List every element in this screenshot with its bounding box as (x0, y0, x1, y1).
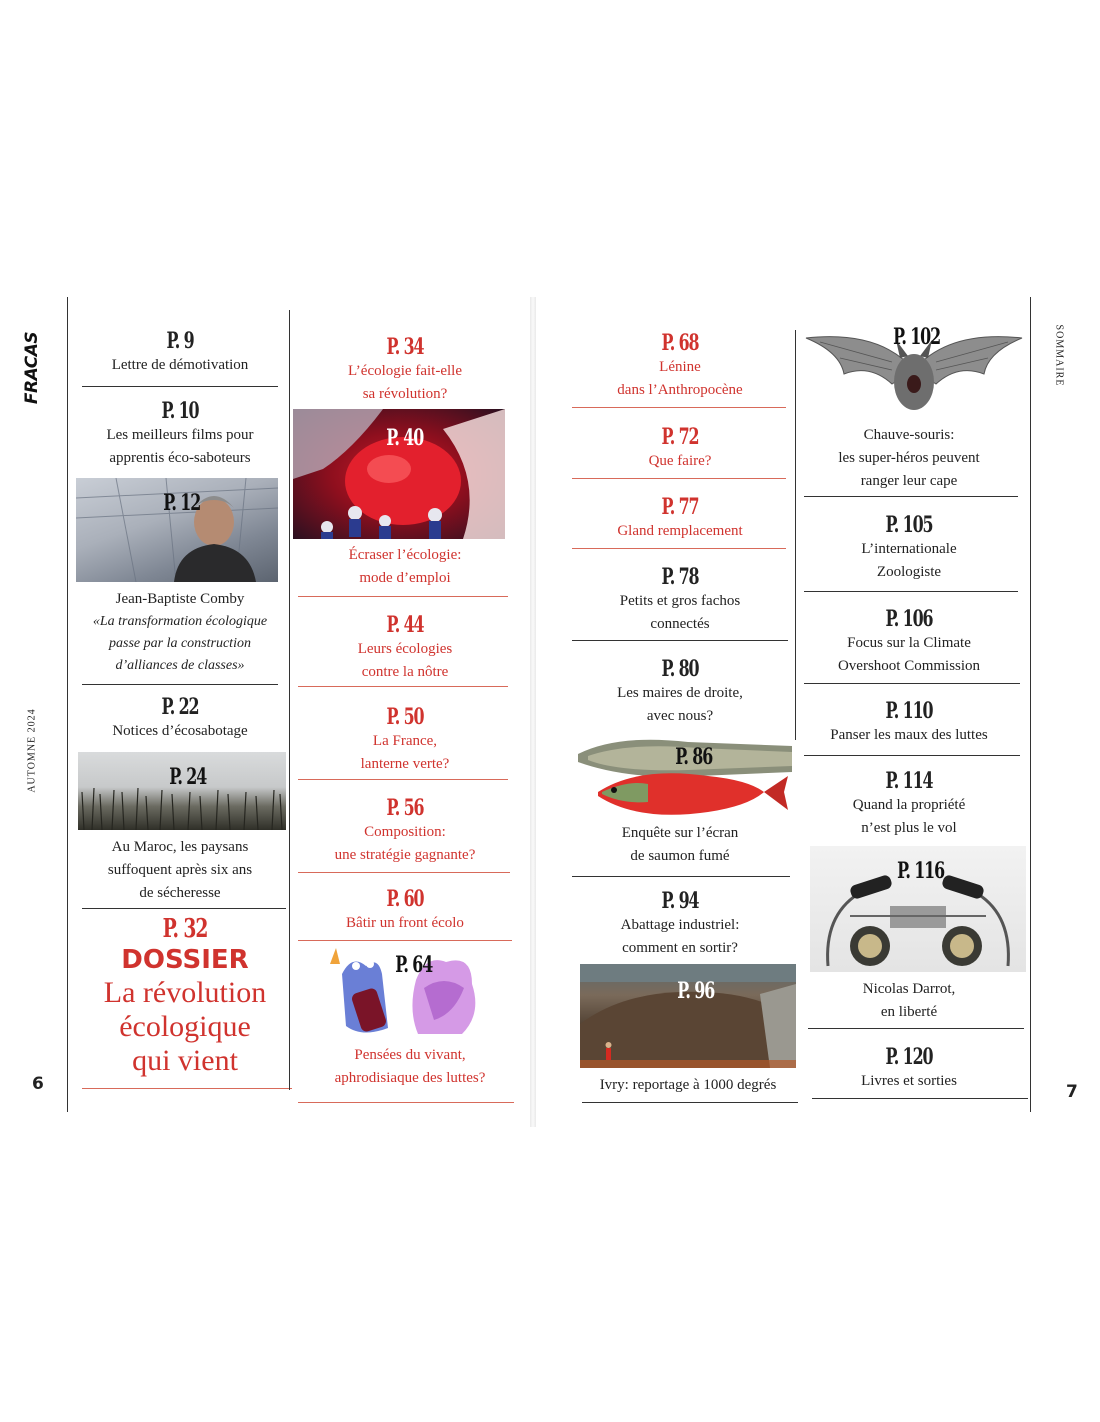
toc-entry[interactable] (80, 398, 280, 470)
page-number: P. 34 (386, 334, 424, 360)
toc-entry[interactable] (300, 795, 510, 867)
entry-title-line: Petits et gros fachos (619, 593, 741, 609)
dossier-kicker: DOSSIER (121, 945, 249, 975)
folio-left: 6 (32, 1074, 44, 1094)
salmon-illustration (578, 732, 792, 824)
entry-title-line: Les meilleurs films pour (106, 427, 254, 443)
entry-title: Ivry: reportage à 1000 degrés (599, 1077, 777, 1093)
divider (812, 1098, 1028, 1099)
toc-entry[interactable] (574, 494, 786, 543)
entry-title-line: Nicolas Darrot, (862, 981, 956, 997)
divider (298, 596, 508, 597)
entry-title-line: Au Maroc, les paysans (111, 839, 249, 855)
entry-title: Panser les maux des luttes (830, 727, 988, 743)
toc-entry[interactable] (300, 612, 510, 684)
entry-title-line: Zoologiste (876, 564, 942, 580)
dossier-title-line: La révolution (103, 976, 267, 1009)
toc-entry[interactable] (80, 694, 280, 743)
divider (804, 755, 1020, 756)
toc-entry[interactable] (806, 698, 1012, 747)
entry-title-line: sa révolution? (362, 386, 448, 402)
divider (582, 1102, 798, 1103)
toc-entry[interactable] (574, 822, 786, 868)
page-number: P. 64 (395, 952, 433, 978)
toc-entry[interactable] (574, 656, 786, 728)
entry-title-line: aphrodisiaque des luttes? (334, 1070, 486, 1086)
section-label: SOMMAIRE (1053, 324, 1065, 386)
entry-title-line: Enquête sur l’écran (621, 825, 739, 841)
creatures-illustration (322, 944, 488, 1038)
page-number: P. 56 (386, 795, 424, 821)
page-number: P. 77 (661, 494, 699, 520)
entry-title-line: Chauve-souris: (863, 427, 955, 443)
toc-entry[interactable] (300, 1044, 520, 1090)
divider (82, 386, 278, 387)
divider (804, 496, 1018, 497)
entry-title-line: Quand la propriété (852, 797, 966, 813)
page-number: P. 78 (661, 564, 699, 590)
page-number: P. 68 (661, 330, 699, 356)
toc-entry[interactable] (80, 836, 280, 905)
divider (572, 876, 790, 877)
toc-entry[interactable] (80, 588, 280, 677)
toc-entry[interactable] (80, 328, 280, 377)
toc-entry[interactable] (300, 886, 510, 935)
entry-title: Notices d’écosabotage (112, 723, 248, 739)
toc-entry[interactable] (806, 768, 1012, 840)
toc-entry[interactable] (574, 424, 786, 473)
page-number: P. 110 (885, 698, 933, 724)
entry-title-line: comment en sortir? (622, 940, 738, 956)
entry-title-line: Focus sur la Climate (847, 635, 971, 651)
toc-entry[interactable] (300, 704, 510, 776)
page-number: P. 40 (386, 425, 424, 451)
toc-entry[interactable] (806, 978, 1012, 1024)
entry-title: Que faire? (648, 453, 712, 469)
entry-title-line: Écraser l’écologie: (348, 547, 462, 563)
page-number: P. 80 (661, 656, 699, 682)
page-number: P. 12 (163, 490, 201, 516)
entry-title-line: La France, (372, 733, 438, 749)
bat-illustration (800, 322, 1028, 418)
entry-title-line: de sécheresse (139, 885, 221, 901)
page-number: P. 120 (885, 1044, 933, 1070)
portrait-photo (76, 478, 278, 582)
page-number: P. 106 (885, 606, 933, 632)
entry-title-line: lanterne verte? (360, 756, 450, 772)
divider (298, 686, 508, 687)
page-number: P. 94 (661, 888, 699, 914)
divider (298, 940, 512, 941)
spine-gutter (530, 297, 536, 1127)
folio-right: 7 (1066, 1082, 1078, 1102)
dossier-title-line: qui vient (132, 1044, 238, 1077)
divider (572, 548, 786, 549)
automaton-photo (810, 846, 1026, 972)
page-number: P. 50 (386, 704, 424, 730)
entry-title-line: de saumon fumé (630, 848, 730, 864)
entry-title-line: Lénine (659, 359, 701, 375)
toc-entry[interactable] (806, 424, 1012, 493)
entry-title-line: contre la nôtre (361, 664, 449, 680)
page-number: P. 105 (885, 512, 933, 538)
page-number: P. 114 (885, 768, 933, 794)
divider (804, 683, 1020, 684)
toc-entry[interactable] (806, 606, 1012, 678)
page-number: P. 116 (897, 858, 945, 884)
page-number: P. 32 (162, 914, 208, 944)
entry-title-line: avec nous? (646, 708, 714, 724)
entry-title: Jean-Baptiste Comby (115, 591, 245, 607)
entry-title-line: ranger leur cape (860, 473, 958, 489)
entry-quote-line: d’alliances de classes» (115, 658, 245, 673)
toc-entry[interactable] (574, 330, 786, 402)
divider (572, 640, 788, 641)
entry-title: Lettre de démotivation (111, 357, 249, 373)
toc-entry[interactable] (806, 1044, 1012, 1093)
column-rule (289, 310, 290, 1090)
entry-quote-line: «La transformation écologique (92, 614, 268, 629)
divider (572, 407, 786, 408)
entry-title-line: Overshoot Commission (837, 658, 981, 674)
divider (82, 1088, 292, 1089)
entry-title-line: Abattage industriel: (620, 917, 740, 933)
entry-title-line: apprentis éco-saboteurs (109, 450, 251, 466)
entry-title-line: connectés (650, 616, 710, 632)
entry-title-line: Pensées du vivant, (354, 1047, 466, 1063)
page-number: P. 44 (386, 612, 424, 638)
page-number: P. 96 (677, 978, 715, 1004)
incinerator-photo (580, 964, 796, 1068)
crush-illustration (293, 409, 505, 539)
entry-title-line: une stratégie gagnante? (334, 847, 476, 863)
divider (298, 1102, 514, 1103)
toc-entry[interactable] (574, 564, 786, 636)
left-margin-rule (67, 297, 68, 1112)
page-number: P. 24 (169, 764, 207, 790)
toc-entry[interactable] (300, 544, 510, 590)
divider (808, 1028, 1024, 1029)
page-number: P. 60 (386, 886, 424, 912)
entry-title-line: en liberté (880, 1004, 938, 1020)
toc-entry[interactable] (806, 512, 1012, 584)
dossier-block[interactable] (80, 914, 290, 1078)
entry-title-line: suffoquent après six ans (107, 862, 253, 878)
entry-title-line: Les maires de droite, (617, 685, 743, 701)
entry-title: Livres et sorties (861, 1073, 957, 1089)
page-number: P. 10 (161, 398, 199, 424)
entry-title-line: les super-héros peuvent (838, 450, 980, 466)
entry-title-line: L’écologie fait-elle (348, 363, 462, 379)
toc-entry[interactable] (300, 334, 510, 406)
magazine-logo: FRACAS (22, 331, 42, 405)
dossier-title-line: écologique (119, 1010, 251, 1043)
entry-title-line: n’est plus le vol (861, 820, 957, 836)
entry-title-line: Composition: (364, 824, 446, 840)
entry-title-line: dans l’Anthropocène (617, 382, 743, 398)
entry-title: Bâtir un front écolo (346, 915, 464, 931)
divider (804, 591, 1018, 592)
right-margin-rule (1030, 297, 1031, 1112)
divider (82, 908, 286, 909)
page-number: P. 86 (675, 744, 713, 770)
field-photo (78, 752, 286, 830)
entry-title-line: L’internationale (861, 541, 957, 557)
entry-quote-line: passe par la construction (109, 636, 251, 651)
divider (298, 779, 508, 780)
column-rule (795, 330, 796, 740)
page-number: P. 9 (166, 328, 194, 354)
entry-title-line: mode d’emploi (359, 570, 451, 586)
season-label: AUTOMNE 2024 (26, 707, 38, 793)
page-number: P. 22 (161, 694, 199, 720)
page-number: P. 72 (661, 424, 699, 450)
entry-title: Gland remplacement (617, 523, 743, 539)
divider (572, 478, 786, 479)
entry-title-line: Leurs écologies (357, 641, 453, 657)
divider (298, 872, 510, 873)
toc-entry[interactable] (574, 1074, 802, 1097)
page-number: P. 102 (893, 324, 941, 350)
toc-entry[interactable] (574, 888, 786, 960)
divider (82, 684, 278, 685)
